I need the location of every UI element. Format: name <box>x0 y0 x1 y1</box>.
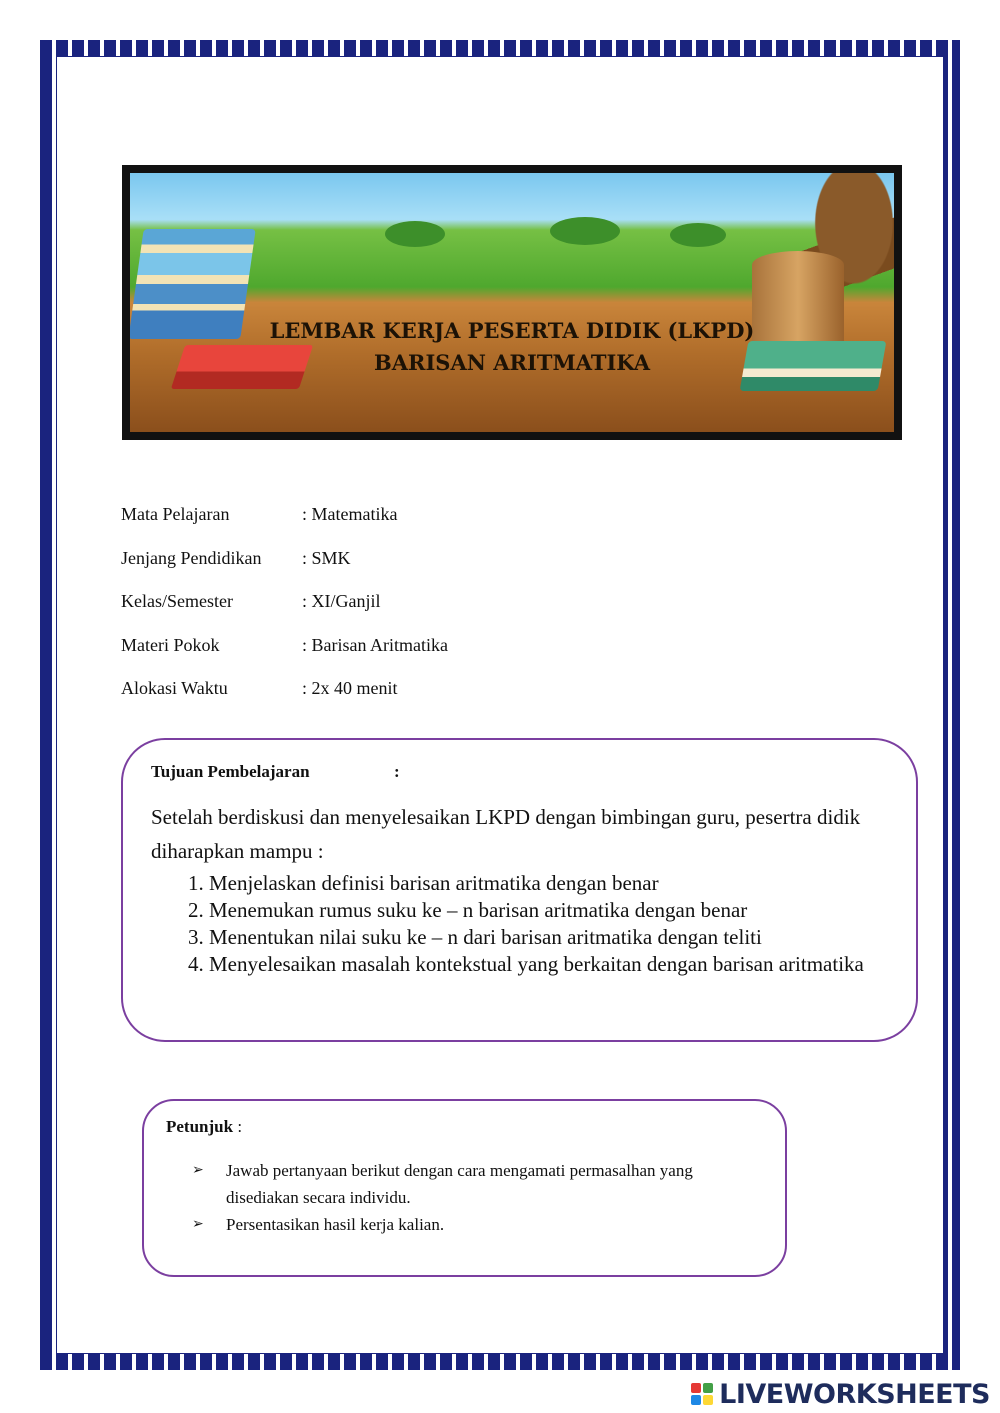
identity-label: Mata Pelajaran <box>121 504 230 524</box>
logo-text: LIVEWORKSHEETS <box>719 1378 990 1410</box>
identity-value: : Barisan Aritmatika <box>302 634 448 655</box>
identity-label: Materi Pokok <box>121 634 220 655</box>
instruction-text: Jawab pertanyaan berikut dengan cara mengamati permasalhan yang disediakan secara individu. <box>226 1161 693 1207</box>
identity-table <box>121 504 448 722</box>
title-banner <box>122 165 902 440</box>
liveworksheets-logo <box>691 1379 990 1409</box>
identity-row <box>121 591 448 635</box>
arrow-bullet-icon: ➢ <box>192 1162 204 1178</box>
banner-title-line2: BARISAN ARITMATIKA <box>373 350 650 375</box>
list-item: 2. Menemukan rumus suku ke – n barisan aritmatika dengan benar <box>209 897 889 924</box>
bush-illustration <box>670 223 726 247</box>
instructions-heading <box>166 1117 242 1137</box>
identity-label: Alokasi Waktu <box>121 678 228 698</box>
identity-label: Jenjang Pendidikan <box>121 547 262 568</box>
instructions-list <box>188 1157 748 1238</box>
objectives-heading <box>151 762 400 782</box>
identity-value: : 2x 40 menit <box>302 678 398 698</box>
instructions-heading-text: Petunjuk <box>166 1117 234 1136</box>
objectives-heading-text: Tujuan Pembelajaran <box>151 762 310 781</box>
identity-value: : SMK <box>302 547 351 568</box>
identity-row <box>121 635 448 679</box>
objectives-list <box>161 870 889 978</box>
list-item <box>188 1157 748 1211</box>
bush-illustration <box>550 217 620 245</box>
logo-mark-icon <box>691 1383 713 1405</box>
instruction-text: Persentasikan hasil kerja kalian. <box>226 1215 445 1234</box>
identity-row <box>121 504 448 548</box>
arrow-bullet-icon: ➢ <box>192 1216 204 1232</box>
bush-illustration <box>385 221 445 247</box>
objectives-heading-colon: : <box>394 762 400 781</box>
instructions-box <box>142 1099 787 1277</box>
list-item: 3. Menentukan nilai suku ke – n dari barisan aritmatika dengan teliti <box>209 924 889 951</box>
list-item: 4. Menyelesaikan masalah kontekstual yang berkaitan dengan barisan aritmatika <box>209 951 889 978</box>
identity-row <box>121 678 448 722</box>
list-item <box>188 1211 748 1238</box>
learning-objectives-box <box>121 738 918 1042</box>
banner-title <box>130 315 894 379</box>
banner-title-line1: LEMBAR KERJA PESERTA DIDIK (LKPD) <box>269 318 755 343</box>
objectives-lead: Setelah berdiskusi dan menyelesaikan LKPD dengan bimbingan guru, pesertra didik diharapkan mampu : <box>151 805 861 863</box>
identity-label: Kelas/Semester <box>121 591 233 611</box>
identity-value: : Matematika <box>302 504 398 524</box>
identity-row <box>121 548 448 592</box>
identity-value: : XI/Ganjil <box>302 591 381 611</box>
instructions-heading-colon: : <box>233 1117 243 1136</box>
list-item: 1. Menjelaskan definisi barisan aritmatika dengan benar <box>209 870 889 897</box>
